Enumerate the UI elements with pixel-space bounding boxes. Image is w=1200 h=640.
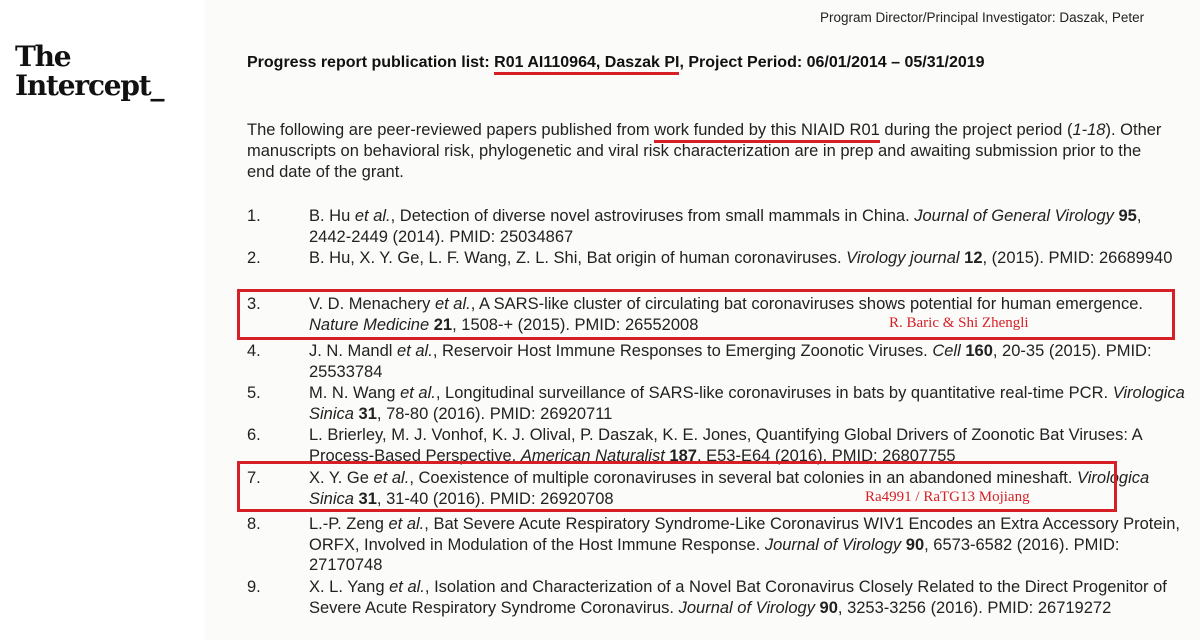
reference-text (309, 341, 1187, 382)
ref-authors: L.-P. Zeng (309, 515, 389, 533)
reference-number: 6. (247, 426, 261, 444)
reference-text (309, 206, 1187, 247)
logo-line-1: The (15, 40, 71, 73)
ref-details: , 2442-2449 (2014). PMID: 25034867 (309, 207, 1142, 246)
intercept-logo[interactable] (15, 42, 163, 100)
ref-title: , Reservoir Host Immune Responses to Emerging Zoonotic Viruses. (432, 342, 933, 360)
ref-authors: X. Y. Ge (309, 469, 374, 487)
logo-line-2: Intercept_ (15, 69, 164, 102)
ref-title: , Coexistence of multiple coronaviruses in several bat colonies in an abandoned mineshaft. (409, 469, 1078, 487)
ref-journal: Journal of General Virology (914, 207, 1114, 225)
reference-number: 9. (247, 578, 261, 596)
reference-text (309, 248, 1187, 269)
ref-volume: 21 (433, 315, 453, 334)
pi-header: Program Director/Principal Investigator: Daszak, Peter (820, 10, 1145, 25)
ref-details: , 20-35 (2015). PMID: 25533784 (309, 342, 1152, 381)
ref-authors-title: B. Hu, X. Y. Ge, L. F. Wang, Z. L. Shi, Bat origin of human coronaviruses. (309, 249, 847, 267)
title-prefix: Progress report publication list: (247, 54, 495, 71)
highlight-box-ref3 (237, 289, 1175, 340)
document-title (247, 54, 985, 72)
ref-et-al: et al. (400, 384, 436, 402)
ref-et-al: et al. (373, 469, 410, 487)
ref-details: , E53-E64 (2016). PMID: 26807755 (696, 446, 956, 465)
reference-number: 8. (247, 515, 261, 533)
ref-journal: Virologica Sinica (309, 384, 1185, 423)
intro-text-a: The following are peer-reviewed papers published from (247, 121, 655, 139)
ref-volume: 187 (669, 446, 697, 465)
ref-title: , Isolation and Characterization of a Novel Bat Coronavirus Closely Related to the Direct Progenitor of Severe Acute Respiratory Syndrome Coronavirus. (309, 578, 1167, 617)
title-suffix: , Project Period: 06/01/2014 – 05/31/2019 (679, 54, 985, 71)
sidebar (0, 0, 206, 640)
ref-et-al: et al. (389, 578, 425, 596)
ref-title: , A SARS-like cluster of circulating bat coronaviruses shows potential for human emergence. (470, 295, 1143, 313)
ref-journal: Virology journal (846, 249, 960, 267)
ref-volume: 160 (965, 342, 993, 360)
ref-et-al: et al. (388, 515, 425, 533)
ref-journal: American Naturalist (520, 446, 665, 465)
ref-journal: Journal of Virology (678, 598, 815, 617)
ref-volume: 31 (358, 489, 377, 508)
ref-authors: M. N. Wang (309, 384, 401, 402)
intro-paragraph (247, 120, 1167, 183)
ref-journal: Virologica Sinica (309, 469, 1150, 508)
reference-text (309, 514, 1187, 576)
ref-volume: 90 (905, 535, 925, 554)
intro-highlight-underlined: work funded by this NIAID R01 (654, 121, 880, 143)
reference-number: 5. (247, 384, 261, 402)
intro-range: 1-18 (1072, 121, 1106, 139)
ref-details: , 6573-6582 (2016). PMID: 27170748 (309, 535, 1120, 574)
ref-title: , Longitudinal surveillance of SARS-like coronaviruses in bats by quantitative real-time PCR. (435, 384, 1113, 402)
ref-volume: 95 (1118, 207, 1137, 225)
ref-authors-title: L. Brierley, M. J. Vonhof, K. J. Olival, P. Daszak, K. E. Jones, Quantifying Global Drivers of Zoonotic Bat Viruses: A Process-Based Perspective. (309, 426, 1142, 465)
ref-details: , 3253-3256 (2016). PMID: 26719272 (837, 598, 1112, 617)
reference-number: 1. (247, 207, 261, 225)
ref-et-al: et al. (434, 295, 471, 313)
reference-number: 4. (247, 342, 261, 360)
annotation-ref3: R. Baric & Shi Zhengli (889, 315, 1029, 331)
reference-text (309, 383, 1187, 424)
ref-details: , (2015). PMID: 26689940 (982, 249, 1173, 267)
ref-authors: B. Hu (309, 207, 355, 225)
ref-title: , Bat Severe Acute Respiratory Syndrome-Like Coronavirus WIV1 Encodes an Extra Accessory Protein, ORFX, Involved in Modulation of the Host Immune Response. (309, 515, 1180, 554)
annotation-ref7: Ra4991 / RaTG13 Mojiang (865, 489, 1030, 505)
intro-text-b: during the project period ( (879, 121, 1073, 139)
ref-details: , 1508-+ (2015). PMID: 26552008 (452, 315, 699, 334)
reference-number: 2. (247, 249, 261, 267)
ref-authors: X. L. Yang (309, 578, 390, 596)
ref-et-al: et al. (397, 342, 433, 360)
intro-text-c: ). Other manuscripts on behavioral risk, phylogenetic and viral risk characterization are in prep and awaiting submission prior to the end date of the grant. (247, 121, 1162, 181)
reference-number: 7. (247, 469, 261, 487)
reference-text (309, 425, 1187, 466)
ref-details: , 31-40 (2016). PMID: 26920708 (376, 489, 614, 508)
reference-number: 3. (247, 295, 261, 313)
ref-authors: J. N. Mandl (309, 342, 398, 360)
ref-authors: V. D. Menachery (309, 295, 435, 313)
ref-volume: 90 (819, 598, 838, 617)
reference-text (309, 577, 1187, 618)
title-grant-underlined: R01 AI110964, Daszak PI (494, 54, 679, 75)
ref-title: , Detection of diverse novel astroviruses from small mammals in China. (390, 207, 915, 225)
ref-details: , 78-80 (2016). PMID: 26920711 (376, 404, 613, 423)
ref-journal: Cell (932, 342, 961, 360)
document-page (205, 0, 1200, 640)
ref-volume: 12 (964, 249, 983, 267)
ref-et-al: et al. (354, 207, 391, 225)
ref-journal: Nature Medicine (309, 315, 430, 334)
ref-volume: 31 (358, 404, 377, 423)
ref-journal: Journal of Virology (764, 535, 902, 554)
